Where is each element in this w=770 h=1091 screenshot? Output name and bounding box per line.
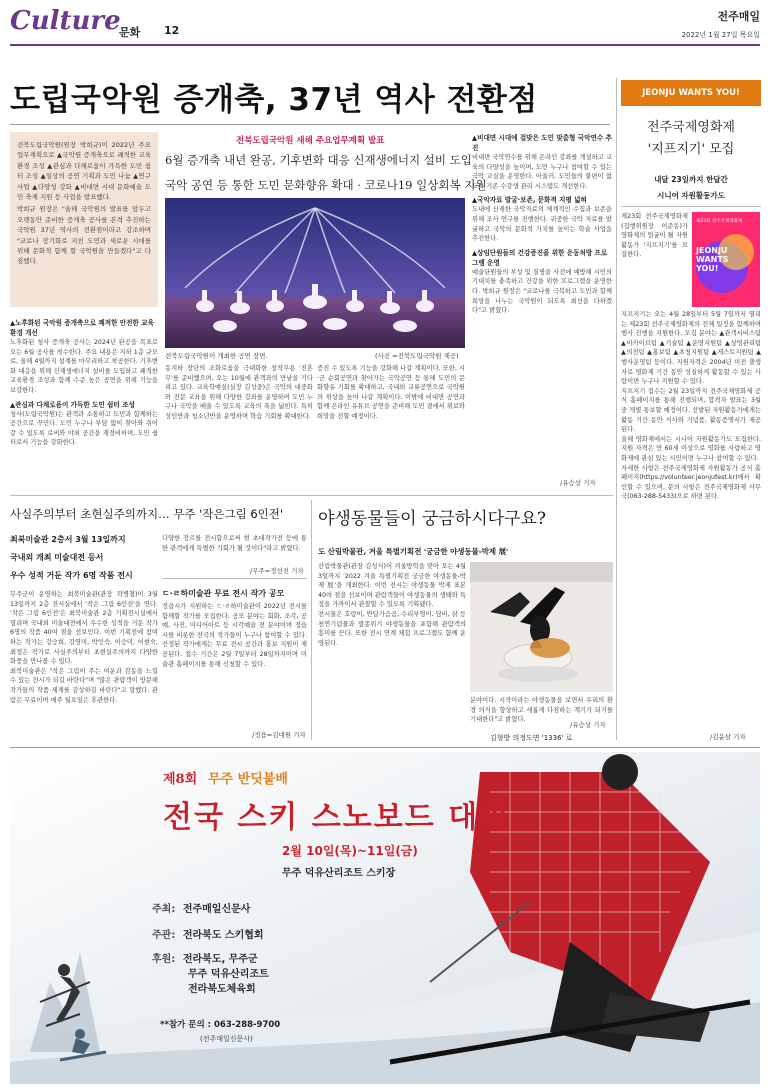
side-title-rule: [621, 206, 761, 207]
lead-photo-credit: (사진 =전북도립국악원 제공): [375, 352, 459, 360]
mid-col-divider: [311, 500, 312, 740]
lead-headline: 도립국악원 증개축, 37년 역사 전환점: [10, 82, 538, 118]
wildlife-col-1: [318, 562, 466, 742]
art-exhibit-headline: 사실주의부터 초현실주의까지… 무주 '작은그림 6인전': [10, 507, 284, 521]
wildlife-sub: 도 산림박물관, 겨울 특별기획전 '궁금한 야생동물-박제 展': [318, 547, 509, 556]
side-text-body: [621, 310, 761, 730]
lead-col1-text-2: 청사(도립국악원)는 관객과 소통하고 도민과 함께하는 공간으로 꾸민다. 도민 누구나 부담 없이 찾아와 쉬어갈 수 있도록 로비와 야외 공간을 재정비하며, 도민 쉼터로서 기능을 강화한다.: [10, 410, 158, 447]
ad-top-rule: [10, 747, 760, 748]
side-title-1: 전주국제영화제: [647, 120, 735, 135]
side-text-3: 지프지기 접수는 2월 23일까지 전주국제영화제 공식 홈페이지를 통해 진행되며, 합격자 발표는 3월 중 개별 통보할 예정이다. 선발된 자원활동가에게는 활동 기간 동안 식사와 기념품, 활동증명서가 제공된다.: [621, 387, 761, 434]
lead-summary: 전북도립국악원(원장 박희규)이 2022년 주요업무계획으로 ▲국악원 증개축으로 쾌적한 교육환경 조성 ▲관심과 다채로움이 가득한 도민 쉼터 조성 ▲일상의 공연 기획과 도민 나눔 ▲연구 사업 ▲다양성 강화 ▲비대면 시대 문화예술 도민 축제 지원 등 사업을 발표했다.: [17, 141, 151, 202]
lead-col1-subhead: ▲노후화된 국악원 증개축으로 쾌적한 안전한 교육환경 개선: [10, 319, 154, 337]
lead-col4-text: 비대면 국악연수를 위해 온라인 강좌를 개설하고 교육의 다양성을 높이며, 도민 누구나 참여할 수 있는 국악 교실을 운영한다. 아울러, 도민들의 불편이 없도록 기존 수강생 관리 시스템도 개선한다.: [472, 154, 612, 190]
ad-sponsor-label: 후원:: [152, 954, 176, 965]
art-exhibit-sub-1: 최북미술관 2층서 3월 13일까지: [10, 535, 126, 544]
side-text-2: 지프지기는 오는 4월 28일부터 5월 7일까지 열리는 제23회 전주국제영화제의 전체 일정을 함께하며 행사 진행을 지원한다. 모집 분야는 ▲관객서비스팀 ▲아카이브팀 ▲기술팀 ▲운영지원팀 ▲상영관리팀 ▲의전팀 ▲홍보팀 ▲초청지원팀 ▲게스트지원팀 ▲행사운영팀 등이다. 지원자격은 2004년 이전 출생자로 영화제 기간 동안 성실하게 활동할 수 있는 사람이면 누구나 지원할 수 있다.: [621, 311, 761, 386]
lead-headline-rule: [10, 124, 610, 125]
side-text-top: [621, 212, 688, 307]
lead-col4-text-2: 도내에 산재한 국악자료의 체계적인 수집과 보존을 위해 조사 연구를 진행한다. 귀중한 국악 자료를 발굴하고 국악의 문화적 가치를 높이는 학술 사업을 추진한다.: [472, 206, 612, 243]
festival-poster: [692, 212, 760, 307]
wildlife-byline: /유승상 기자: [570, 721, 606, 729]
gallery-call-col: [162, 602, 307, 726]
dance-performance-image: [165, 198, 465, 348]
art-exhibit-text-1: 무주군이 운영하는 최북미술관(관장 곽병철)이 3월 13일까지 2층 전시실에서 '작은 그림 6인전'을 연다. '작은 그림 6인전'은 최북미술관 2층 기획전시실에서 열리며 국내외 미술대전에서 우수한 성적을 거둔 작가 6명의 작품 40여 점을 선보인다. 이번 기획전에 참여하는 작가는 강승희, 김영미, 박인숙, 이승미, 이현숙, 최정은 작가로 사실주의부터 초현실주의까지 다양한 화풍을 만나볼 수 있다.: [10, 591, 158, 666]
lead-col-1: [10, 314, 158, 494]
lead-summary-2: 박희규 원장은 "올해 국악원의 발표를 앞두고 오랫동안 준비한 증개축 공사를 본격 추진하는 국악원 37년 역사의 전환점이라고 강조하며 "코로나 장기화로 지친 도민과 새로운 시대를 위해 문화적 함께 할 국악원을 만들겠다"고 다짐했다.: [17, 205, 151, 266]
lead-photo-caption: 전북도립국악원이 개최한 공연 장면.: [165, 352, 268, 360]
gallery-call-text: 정읍시가 지원하는 ㄷ·ㄹ하미술관이 2022년 전시를 함께할 작가를 모집한다. 공모 분야는 회화, 조각, 공예, 사진, 미디어아트 등 시각예술 전 분야이며 정읍시를 비롯한 전국의 작가들이 누구나 참여할 수 있다. 선정된 작가에게는 무료 전시 공간과 홍보 지원이 제공된다. 접수 기간은 2월 7일부터 28일까지이며 미술관 홈페이지를 통해 신청할 수 있다.: [162, 603, 307, 668]
side-sub-2: 시니어 자원활동가도: [657, 191, 725, 200]
art-exhibit-col-1: [10, 590, 158, 738]
lead-byline: /유승상 기자: [560, 479, 596, 487]
wildlife-text-2: 전시물은 호랑이, 반달가슴곰, 수리부엉이, 담비, 삵 등 천연기념물과 멸종위기 야생동물을 포함해 관람객의 흥미를 끈다. 또한 전시 연계 체험 프로그램도 함께 운영된다.: [318, 610, 466, 647]
mid-left-divider: [162, 578, 307, 579]
lead-col-4: [472, 132, 612, 487]
ad-organizer: 전라북도 스키협회: [182, 930, 264, 941]
header-rule: [10, 44, 760, 46]
lead-col4-subhead-3: ▲상임단원들의 건강증진을 위한 운동처방 프로그램 운영: [472, 248, 608, 267]
lead-subhead-2: 국악 공연 등 통한 도민 문화향유 확대 · 코로나19 일상회복 지원: [165, 178, 487, 192]
lead-col2-text: 동지하 장단의 조화로움을 극대화한 창작무용 '진혼무'를 준비했으며, 오는 10월에 관객과의 만남을 기다리고 있다. 교육학예실(실장 김성중)은 국악의 대중화와 전문 교육을 위해 다양한 강좌를 운영하며 도민 누구나 국악을 배울 수 있도록 교육의 폭을 넓힌다. 특히 성인반과 청소년반을 운영하며 학습 기회를 확대한다.: [165, 365, 313, 420]
poster-sub: 제23회 전주국제영화제: [696, 219, 743, 224]
ad-venue: 무주 덕유산리조트 스키장: [282, 868, 396, 879]
mid-divider: [10, 495, 613, 496]
ad-contact: **참가 문의 : 063-288-9700: [160, 1020, 281, 1030]
ad-host-label: 주최:: [152, 904, 176, 915]
lead-col4-subhead: ▲비대면 시대에 걸맞은 도민 맞춤형 국악연수 추진: [472, 134, 612, 152]
art-exhibit-col-2: [162, 534, 307, 564]
side-byline: /김윤삼 기자: [710, 733, 746, 741]
lead-summary-box: [10, 132, 158, 307]
ad-organizer-label: 주관:: [152, 930, 176, 941]
ad-sponsor-row: [152, 952, 269, 997]
lead-col-2: [165, 364, 313, 489]
page-header: [0, 0, 770, 46]
gallery-call-headline: ㄷ·ㄹ하미술관 무료 전시 작가 공모: [162, 589, 285, 598]
ski-ad: [10, 752, 760, 1084]
art-exhibit-sub-3: 우수 성적 거둔 작가 6명 작품 전시: [10, 571, 133, 580]
ad-host: 전주매일신문사: [182, 904, 251, 915]
wildlife-photo: [470, 562, 613, 692]
art-exhibit-text-2: 최북미술관은 "작은 그림이 주는 여운과 감동을 느낄 수 있는 전시가 되길 바란다"며 "많은 관람객이 방문해 작가들의 작품 세계를 감상하길 바란다"고 말했다. 관람은 무료이며 매주 월요일은 휴관한다.: [10, 667, 158, 704]
lead-col-3: [317, 364, 465, 489]
side-text-1: 제23회 전주국제영화제(집행위원장 이준동)가 영화제의 얼굴이 될 자원활동가 '지프지기'를 모집한다.: [621, 213, 688, 259]
side-text-5: 자세한 사항은 전주국제영화제 자원활동가 공식 홈페이지(https://volunteer.jeonjufest.kr)에서 확인할 수 있으며, 문의 사항은 전주국제영화제 사무국(063-288-5433)으로 하면 된다.: [621, 464, 761, 501]
art-exhibit-col2-text: 다양한 장르를 전시함으로써 현 초대작가전 등에 통한 관객에게 특별한 기회가 될 것이다"라고 밝혔다.: [162, 535, 307, 552]
lead-kicker: 전북도립국악원 새해 주요업무계획 발표: [236, 136, 385, 146]
lead-col4-subhead-2: ▲국악자료 발굴·보존, 문화적 지평 넓혀: [472, 196, 587, 205]
side-text-4: 올해 영화제에서는 시니어 자원활동가도 모집한다. 지원 자격은 만 60세 이상으로 영화를 사랑하고 영화제에 관심 있는 시민이면 누구나 참여할 수 있다.: [621, 435, 761, 462]
side-title-2: '지프지기' 모집: [647, 142, 735, 157]
ad-edition: 제8회: [163, 772, 198, 787]
ad-contact-sub: (전주매일신문사): [200, 1035, 253, 1043]
wildlife-photo-caption: 김형방 의정도면 '1336' 로: [490, 734, 573, 742]
side-sub-1: 내달 23일까지 한달간: [654, 175, 728, 184]
section-label-en: Culture: [10, 6, 121, 36]
poster-text: JEONJU WANTS YOU!: [696, 246, 729, 273]
taxidermy-exhibit-image: [470, 562, 613, 692]
ad-organizer-row: [152, 926, 264, 941]
side-banner: [621, 80, 761, 106]
ad-host-row: [152, 900, 250, 915]
lead-subhead-1: 6월 증개축 내년 완공, 기후변화 대응 신재생에너지 설비 도입: [165, 153, 472, 167]
ad-title: 전국 스키 스노보드 대회: [163, 800, 511, 835]
art-exhibit-byline: /무주=정선진 기자: [250, 567, 304, 575]
paper-name: 전주매일: [717, 10, 760, 23]
gallery-call-byline: /정읍=김대원 기자: [252, 731, 306, 739]
ad-sponsor-2: 무주 덕유산리조트: [188, 969, 269, 980]
side-banner-text: JEONJU WANTS YOU!: [642, 88, 740, 98]
side-divider: [616, 78, 617, 740]
wildlife-col2-text: 분야이다. 시작이라는 야생동물을 보면서 우리의 환경 의식을 향상하고 새롭게 다짐하는 계기가 되기를 기대한다"고 밝혔다.: [470, 697, 613, 724]
lead-col1-subhead-2: ▲관심과 다채로움이 가득한 도민 쉼터 조성: [10, 400, 135, 409]
lead-col4-text-3: 예술단원들의 부상 및 질병을 사전에 예방해 시민의 기대치를 충족하고 건강을 위한 프로그램을 운영한다. 박희규 원장은 "코로나를 극복하고 도민과 함께 희망을 나누는 국악원이 되도록 최선을 다하겠다"고 밝혔다.: [472, 268, 612, 315]
ad-date: 2월 10일(목)~11일(금): [282, 844, 418, 858]
page-number: 12: [164, 24, 180, 37]
section-label-ko: 문화: [119, 26, 141, 39]
lead-col3-text: 증진 수 있도록 기능을 강화해 나갈 계획이다. 또한, 시·군 순회공연과 찾아가는 국악공연 등 통해 도민의 문화향유 기회를 확대하고, 국내외 교류공연으로 국악원의 위상을 높여 나갈 계획이다. 이밖에 비대면 공연과 함께 온라인 유튜브 공연을 준비해 도민 곁에서 위로와 희망을 전할 예정이다.: [317, 365, 465, 420]
wildlife-text-1: 산림박물관(관장 김성식)이 겨울방학을 맞아 오는 4월 3일까지 '2022 겨울 특별기획전 궁금한 야생동물-박제 展'을 개최한다. 이번 전시는 야생동물 박제 표본 40여 점을 선보이며 관람객들이 야생동물의 생태와 특징을 가까이서 관찰할 수 있도록 기획됐다.: [318, 563, 466, 609]
ad-sponsor-3: 전라북도체육회: [188, 984, 256, 995]
art-exhibit-sub-2: 국내외 개최 미술대전 등서: [10, 553, 104, 562]
lead-col1-text: 노후화된 청사 증개축 공사는 2024년 완공을 목표로 오는 6월 공사를 착수한다. 주요 내용은 지하 1층 규모로, 올해 4월까지 설계를 마무리하고 착공한다. 기후변화 대응을 위해 신재생에너지 설비를 도입하고 쾌적한 교육환경 조성과 함께 수준 높은 공연을 위해 기능을 보강한다.: [10, 339, 158, 394]
ad-sponsor-1: 전라북도, 무주군: [182, 954, 258, 965]
issue-date: 2022년 1월 27일 목요일: [681, 31, 760, 39]
lead-photo: [165, 198, 465, 348]
wildlife-headline: 야생동물들이 궁금하시다구요?: [318, 509, 547, 529]
ad-event-sub: 무주 반딧불배: [208, 772, 288, 787]
